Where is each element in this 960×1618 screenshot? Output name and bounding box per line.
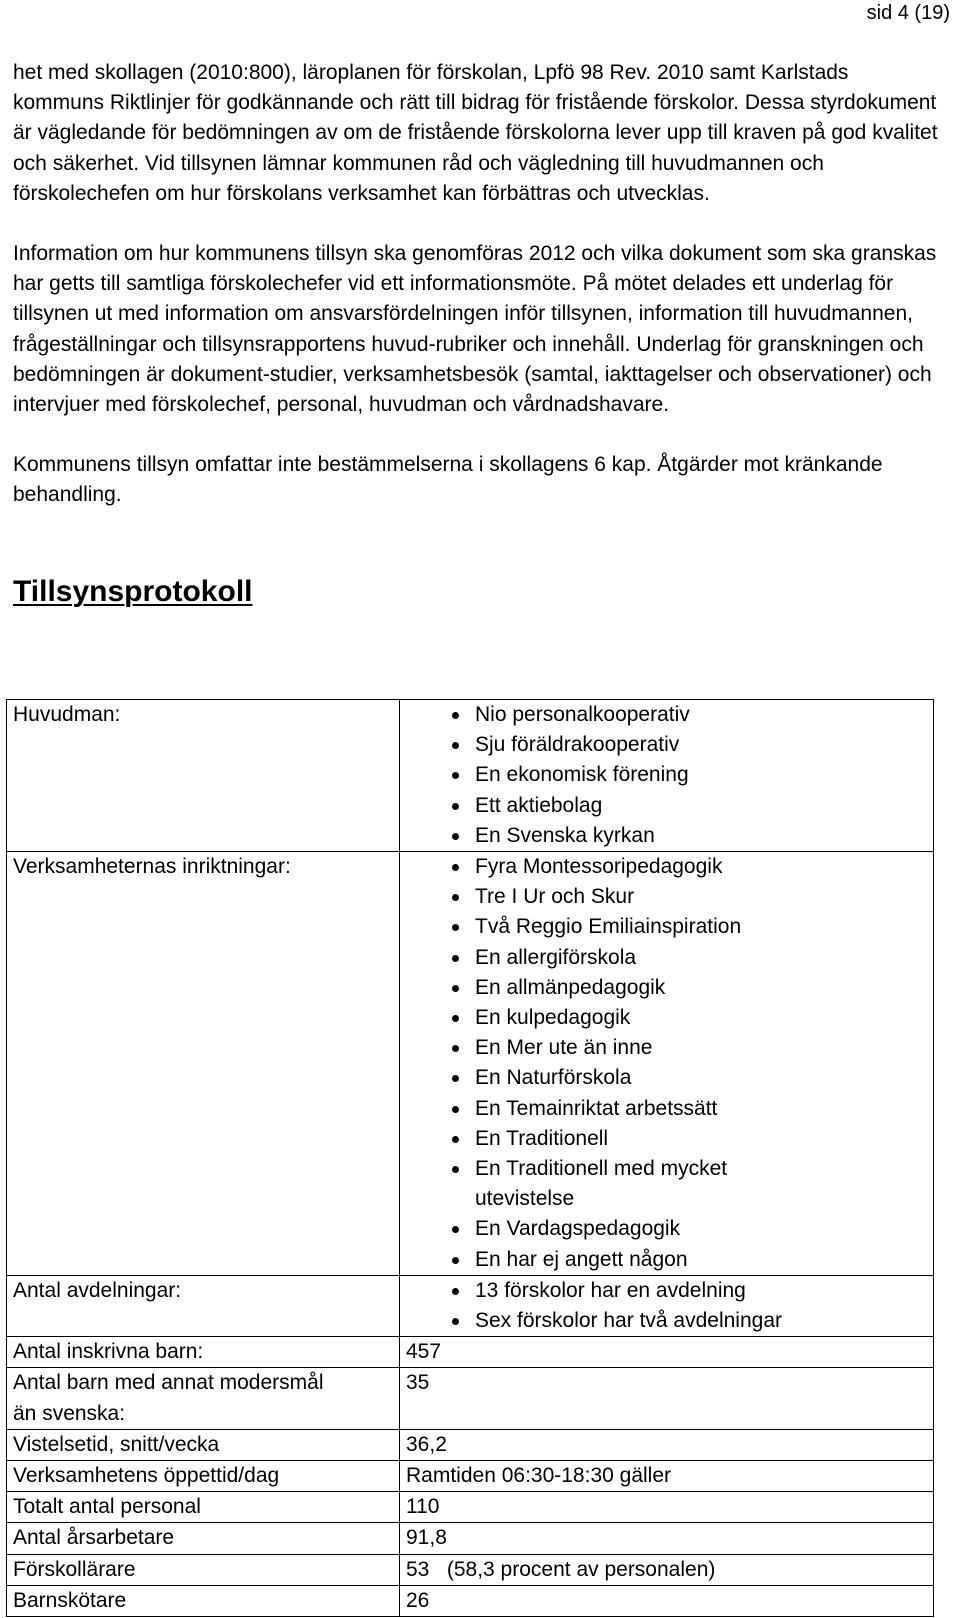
table-row — [7, 1585, 934, 1616]
list-item: En Traditionell med mycket utevistelse — [406, 1154, 927, 1214]
row-value: 26 — [400, 1585, 934, 1616]
row-label: Verksamheternas inriktningar: — [7, 852, 400, 1276]
list-item: En ekonomisk förening — [406, 760, 927, 790]
table-row — [7, 1429, 934, 1460]
row-value: Ramtiden 06:30-18:30 gäller — [400, 1461, 934, 1492]
scope-paragraph: Kommunens tillsyn omfattar inte bestämmelserna i skollagens 6 kap. Åtgärder mot kränkande behandling. — [13, 453, 883, 507]
row-value: 457 — [400, 1337, 934, 1368]
list-item: En Naturförskola — [406, 1063, 927, 1093]
table-row — [7, 1461, 934, 1492]
protocol-table — [6, 699, 934, 1617]
list-item: En Mer ute än inne — [406, 1033, 927, 1063]
inriktningar-list — [406, 852, 927, 1275]
list-rows — [7, 700, 933, 1336]
avdelningar-list — [406, 1276, 927, 1336]
list-item: Fyra Montessoripedagogik — [406, 852, 927, 882]
list-item: En Svenska kyrkan — [406, 821, 927, 851]
row-label: Antal inskrivna barn: — [7, 1337, 400, 1368]
row-label: Verksamhetens öppettid/dag — [7, 1461, 400, 1492]
table-row — [7, 1337, 934, 1368]
list-item: En Traditionell — [406, 1124, 927, 1154]
list-item: En allmänpedagogik — [406, 973, 927, 1003]
row-value: 35 — [400, 1368, 934, 1429]
list-item: Nio personalkooperativ — [406, 700, 927, 730]
row-label: Barnskötare — [7, 1585, 400, 1616]
list-item: Två Reggio Emiliainspiration — [406, 912, 927, 942]
row-label: Huvudman: — [7, 700, 400, 852]
row-label: Förskollärare — [7, 1554, 400, 1585]
list-item: En allergiförskola — [406, 943, 927, 973]
list-item: Sju föräldrakooperativ — [406, 730, 927, 760]
table-row — [7, 700, 934, 1337]
table-row — [7, 1275, 933, 1336]
list-item: 13 förskolor har en avdelning — [406, 1276, 927, 1306]
list-item: Tre I Ur och Skur — [406, 882, 927, 912]
list-item: En Vardagspedagogik — [406, 1214, 927, 1244]
row-label: Vistelsetid, snitt/vecka — [7, 1429, 400, 1460]
row-label: Antal årsarbetare — [7, 1523, 400, 1554]
row-label: Antal avdelningar: — [7, 1275, 400, 1336]
row-value: 53 (58,3 procent av personalen) — [400, 1554, 934, 1585]
document-body — [13, 58, 938, 611]
table-row — [7, 1523, 934, 1554]
list-item: En kulpedagogik — [406, 1003, 927, 1033]
list-item: En Temainriktat arbetssätt — [406, 1094, 927, 1124]
table-row — [7, 700, 933, 852]
huvudman-list — [406, 700, 927, 851]
page-number: sid 4 (19) — [866, 2, 950, 24]
row-value: 36,2 — [400, 1429, 934, 1460]
table-row — [7, 852, 933, 1276]
row-value: 110 — [400, 1492, 934, 1523]
section-title: Tillsynsprotokoll — [13, 574, 253, 608]
table-row — [7, 1492, 934, 1523]
list-item: Ett aktiebolag — [406, 791, 927, 821]
intro-paragraph: het med skollagen (2010:800), läroplanen för förskolan, Lpfö 98 Rev. 2010 samt Karlstads kommuns Riktlinjer för godkännande och rätt till bidrag för fristående förskolor. Dessa styrdokument är vägledande för bedömningen av om de fristående förskolorna lever upp till kraven på god kvalitet och säkerhet. Vid tillsynen lämnar kommunen råd och vägledning till huvudmannen och förskolechefen om hur förskolans verksamhet kan förbättras och utvecklas. — [13, 61, 938, 205]
table-row — [7, 1554, 934, 1585]
row-label: Totalt antal personal — [7, 1492, 400, 1523]
information-paragraph: Information om hur kommunens tillsyn ska genomföras 2012 och vilka dokument som ska granskas har getts till samtliga förskolechefer vid ett informationsmöte. På mötet delades ett underlag för tillsynen ut med information om ansvarsfördelningen inför tillsynen, information till huvudmannen, frågeställningar och tillsynsrapportens huvud-rubriker och innehåll. Underlag för granskningen och bedömningen är dokument-studier, verksamhetsbesök (samtal, iakttagelser och observationer) och intervjuer med förskolechef, personal, huvudman och vårdnadshavare. — [13, 242, 937, 417]
row-label: Antal barn med annat modersmål än svenska: — [7, 1368, 400, 1429]
table-row — [7, 1368, 934, 1429]
list-item: En har ej angett någon — [406, 1245, 927, 1275]
list-item: Sex förskolor har två avdelningar — [406, 1306, 927, 1336]
row-value: 91,8 — [400, 1523, 934, 1554]
